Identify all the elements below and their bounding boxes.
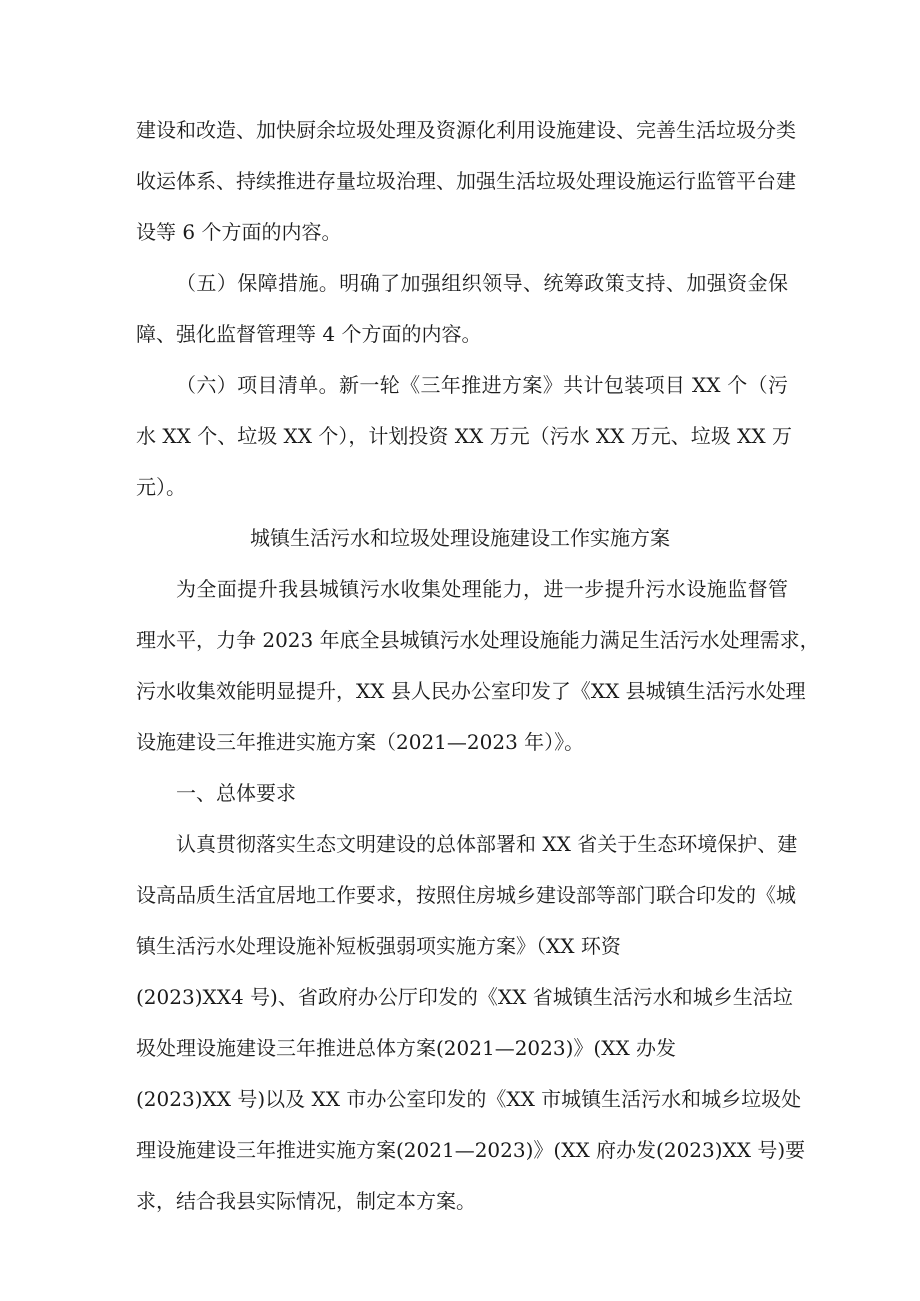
body-line: 理水平，力争 2023 年底全县城镇污水处理设施能力满足生活污水处理需求， xyxy=(136,628,820,652)
body-line: (2023)XX4 号)、省政府办公厅印发的《XX 省城镇生活污水和城乡生活垃 xyxy=(136,985,793,1009)
body-line: 设等 6 个方面的内容。 xyxy=(136,220,342,244)
body-line: (2023)XX 号)以及 XX 市办公室印发的《XX 市城镇生活污水和城乡垃圾处 xyxy=(136,1087,802,1111)
body-line: 水 XX 个、垃圾 XX 个），计划投资 XX 万元（污水 XX 万元、垃圾 XX 万 xyxy=(136,424,792,448)
requirements-line: 认真贯彻落实生态文明建设的总体部署和 XX 省关于生态环境保护、建 xyxy=(176,832,798,856)
body-line: 元）。 xyxy=(136,475,186,499)
document-title: 城镇生活污水和垃圾处理设施建设工作实施方案 xyxy=(250,526,670,550)
body-line: 求，结合我县实际情况，制定本方案。 xyxy=(136,1189,476,1213)
body-line: 收运体系、持续推进存量垃圾治理、加强生活垃圾处理设施运行监管平台建 xyxy=(136,169,796,193)
intro-line: 为全面提升我县城镇污水收集处理能力，进一步提升污水设施监督管 xyxy=(176,577,788,601)
body-line: 镇生活污水处理设施补短板强弱项实施方案》（XX 环资 xyxy=(136,934,621,958)
body-line: 设高品质生活宜居地工作要求，按照住房城乡建设部等部门联合印发的《城 xyxy=(136,883,796,907)
body-line: 圾处理设施建设三年推进总体方案(2021—2023)》(XX 办发 xyxy=(136,1036,677,1060)
body-line: 建设和改造、加快厨余垃圾处理及资源化利用设施建设、完善生活垃圾分类 xyxy=(136,118,796,142)
section-6-line: （六）项目清单。新一轮《三年推进方案》共计包装项目 XX 个（污 xyxy=(176,373,788,397)
section-heading: 一、总体要求 xyxy=(176,781,296,805)
section-5-line: （五）保障措施。明确了加强组织领导、统筹政策支持、加强资金保 xyxy=(176,271,788,295)
body-line: 障、强化监督管理等 4 个方面的内容。 xyxy=(136,322,482,346)
body-line: 污水收集效能明显提升，XX 县人民办公室印发了《XX 县城镇生活污水处理 xyxy=(136,679,806,703)
body-line: 设施建设三年推进实施方案（2021—2023 年）》。 xyxy=(136,730,585,754)
body-line: 理设施建设三年推进实施方案(2021—2023)》(XX 府办发(2023)XX 号)要 xyxy=(136,1138,806,1162)
